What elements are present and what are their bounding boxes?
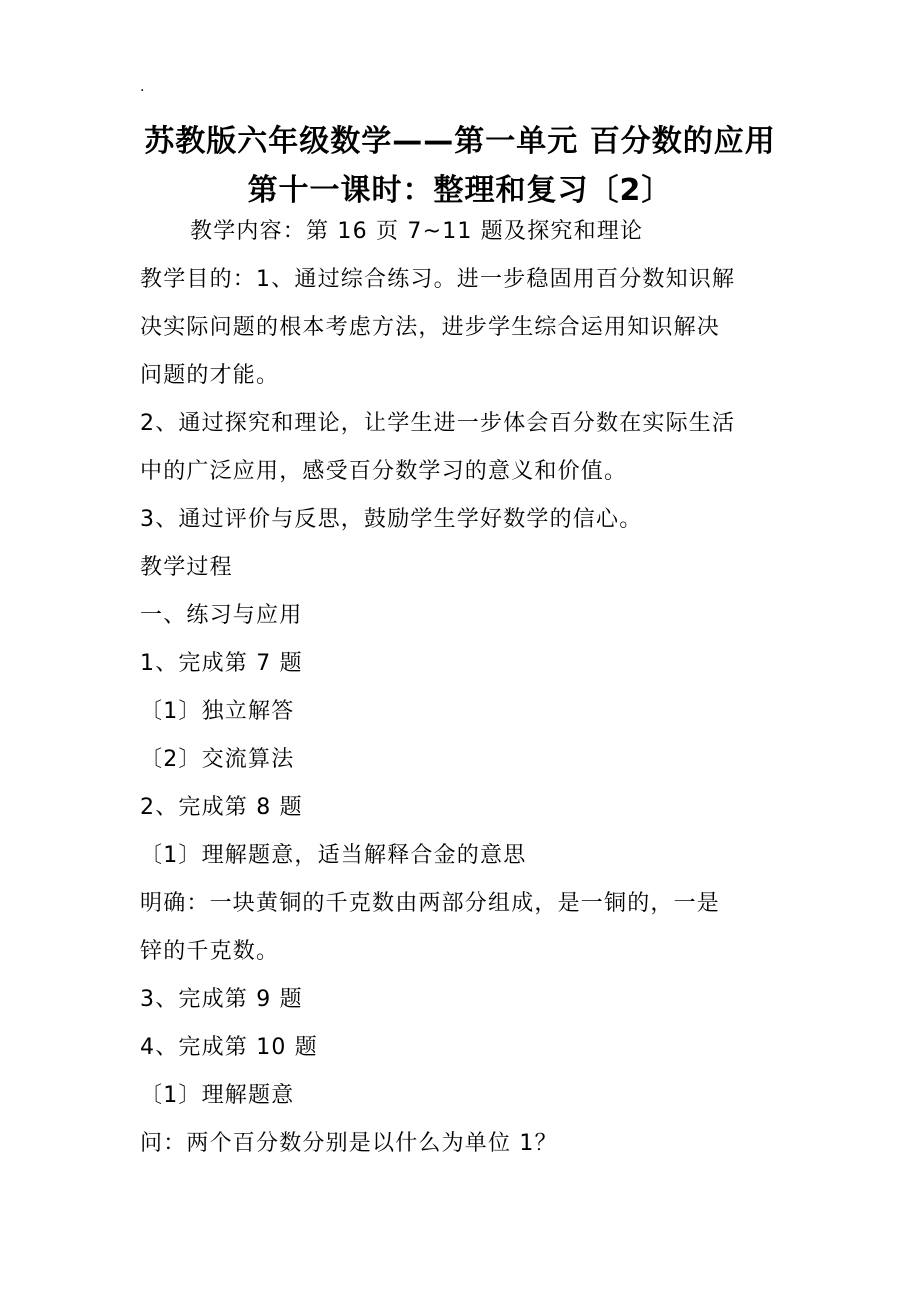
section-heading: 一、练习与应用 — [140, 603, 303, 628]
document-title: 苏教版六年级数学——第一单元 百分数的应用 — [144, 124, 776, 159]
list-item: 〔1〕理解题意 — [140, 1083, 295, 1108]
paragraph-line: 锌的千克数。 — [140, 939, 280, 964]
list-item: 〔1〕理解题意，适当解释合金的意思 — [140, 843, 527, 868]
lesson-subtitle: 第十一课时：整理和复习〔2〕 — [247, 173, 673, 208]
list-item: 3、完成第 9 题 — [140, 987, 303, 1012]
teaching-content-line: 教学内容：第 16 页 7~11 题及探究和理论 — [190, 219, 644, 244]
paragraph-line: 3、通过评价与反思，鼓励学生学好数学的信心。 — [140, 507, 643, 532]
paragraph-line: 明确：一块黄铜的千克数由两部分组成，是一铜的，一是 — [140, 891, 721, 916]
paragraph-line: 教学目的：1、通过综合练习。进一步稳固用百分数知识解 — [140, 267, 736, 292]
paragraph-line: 问：两个百分数分别是以什么为单位 1？ — [140, 1131, 558, 1156]
paragraph-line: 问题的才能。 — [140, 363, 280, 388]
paragraph-line: 中的广泛应用，感受百分数学习的意义和价值。 — [140, 459, 628, 484]
list-item: 2、完成第 8 题 — [140, 795, 303, 820]
header-mark: . — [140, 79, 145, 95]
list-item: 〔2〕交流算法 — [140, 747, 295, 772]
list-item: 1、完成第 7 题 — [140, 651, 303, 676]
list-item: 〔1〕独立解答 — [140, 699, 295, 724]
section-heading: 教学过程 — [140, 555, 233, 580]
list-item: 4、完成第 10 题 — [140, 1035, 318, 1060]
paragraph-line: 决实际问题的根本考虑方法，进步学生综合运用知识解决 — [140, 315, 721, 340]
paragraph-line: 2、通过探究和理论，让学生进一步体会百分数在实际生活 — [140, 411, 736, 436]
